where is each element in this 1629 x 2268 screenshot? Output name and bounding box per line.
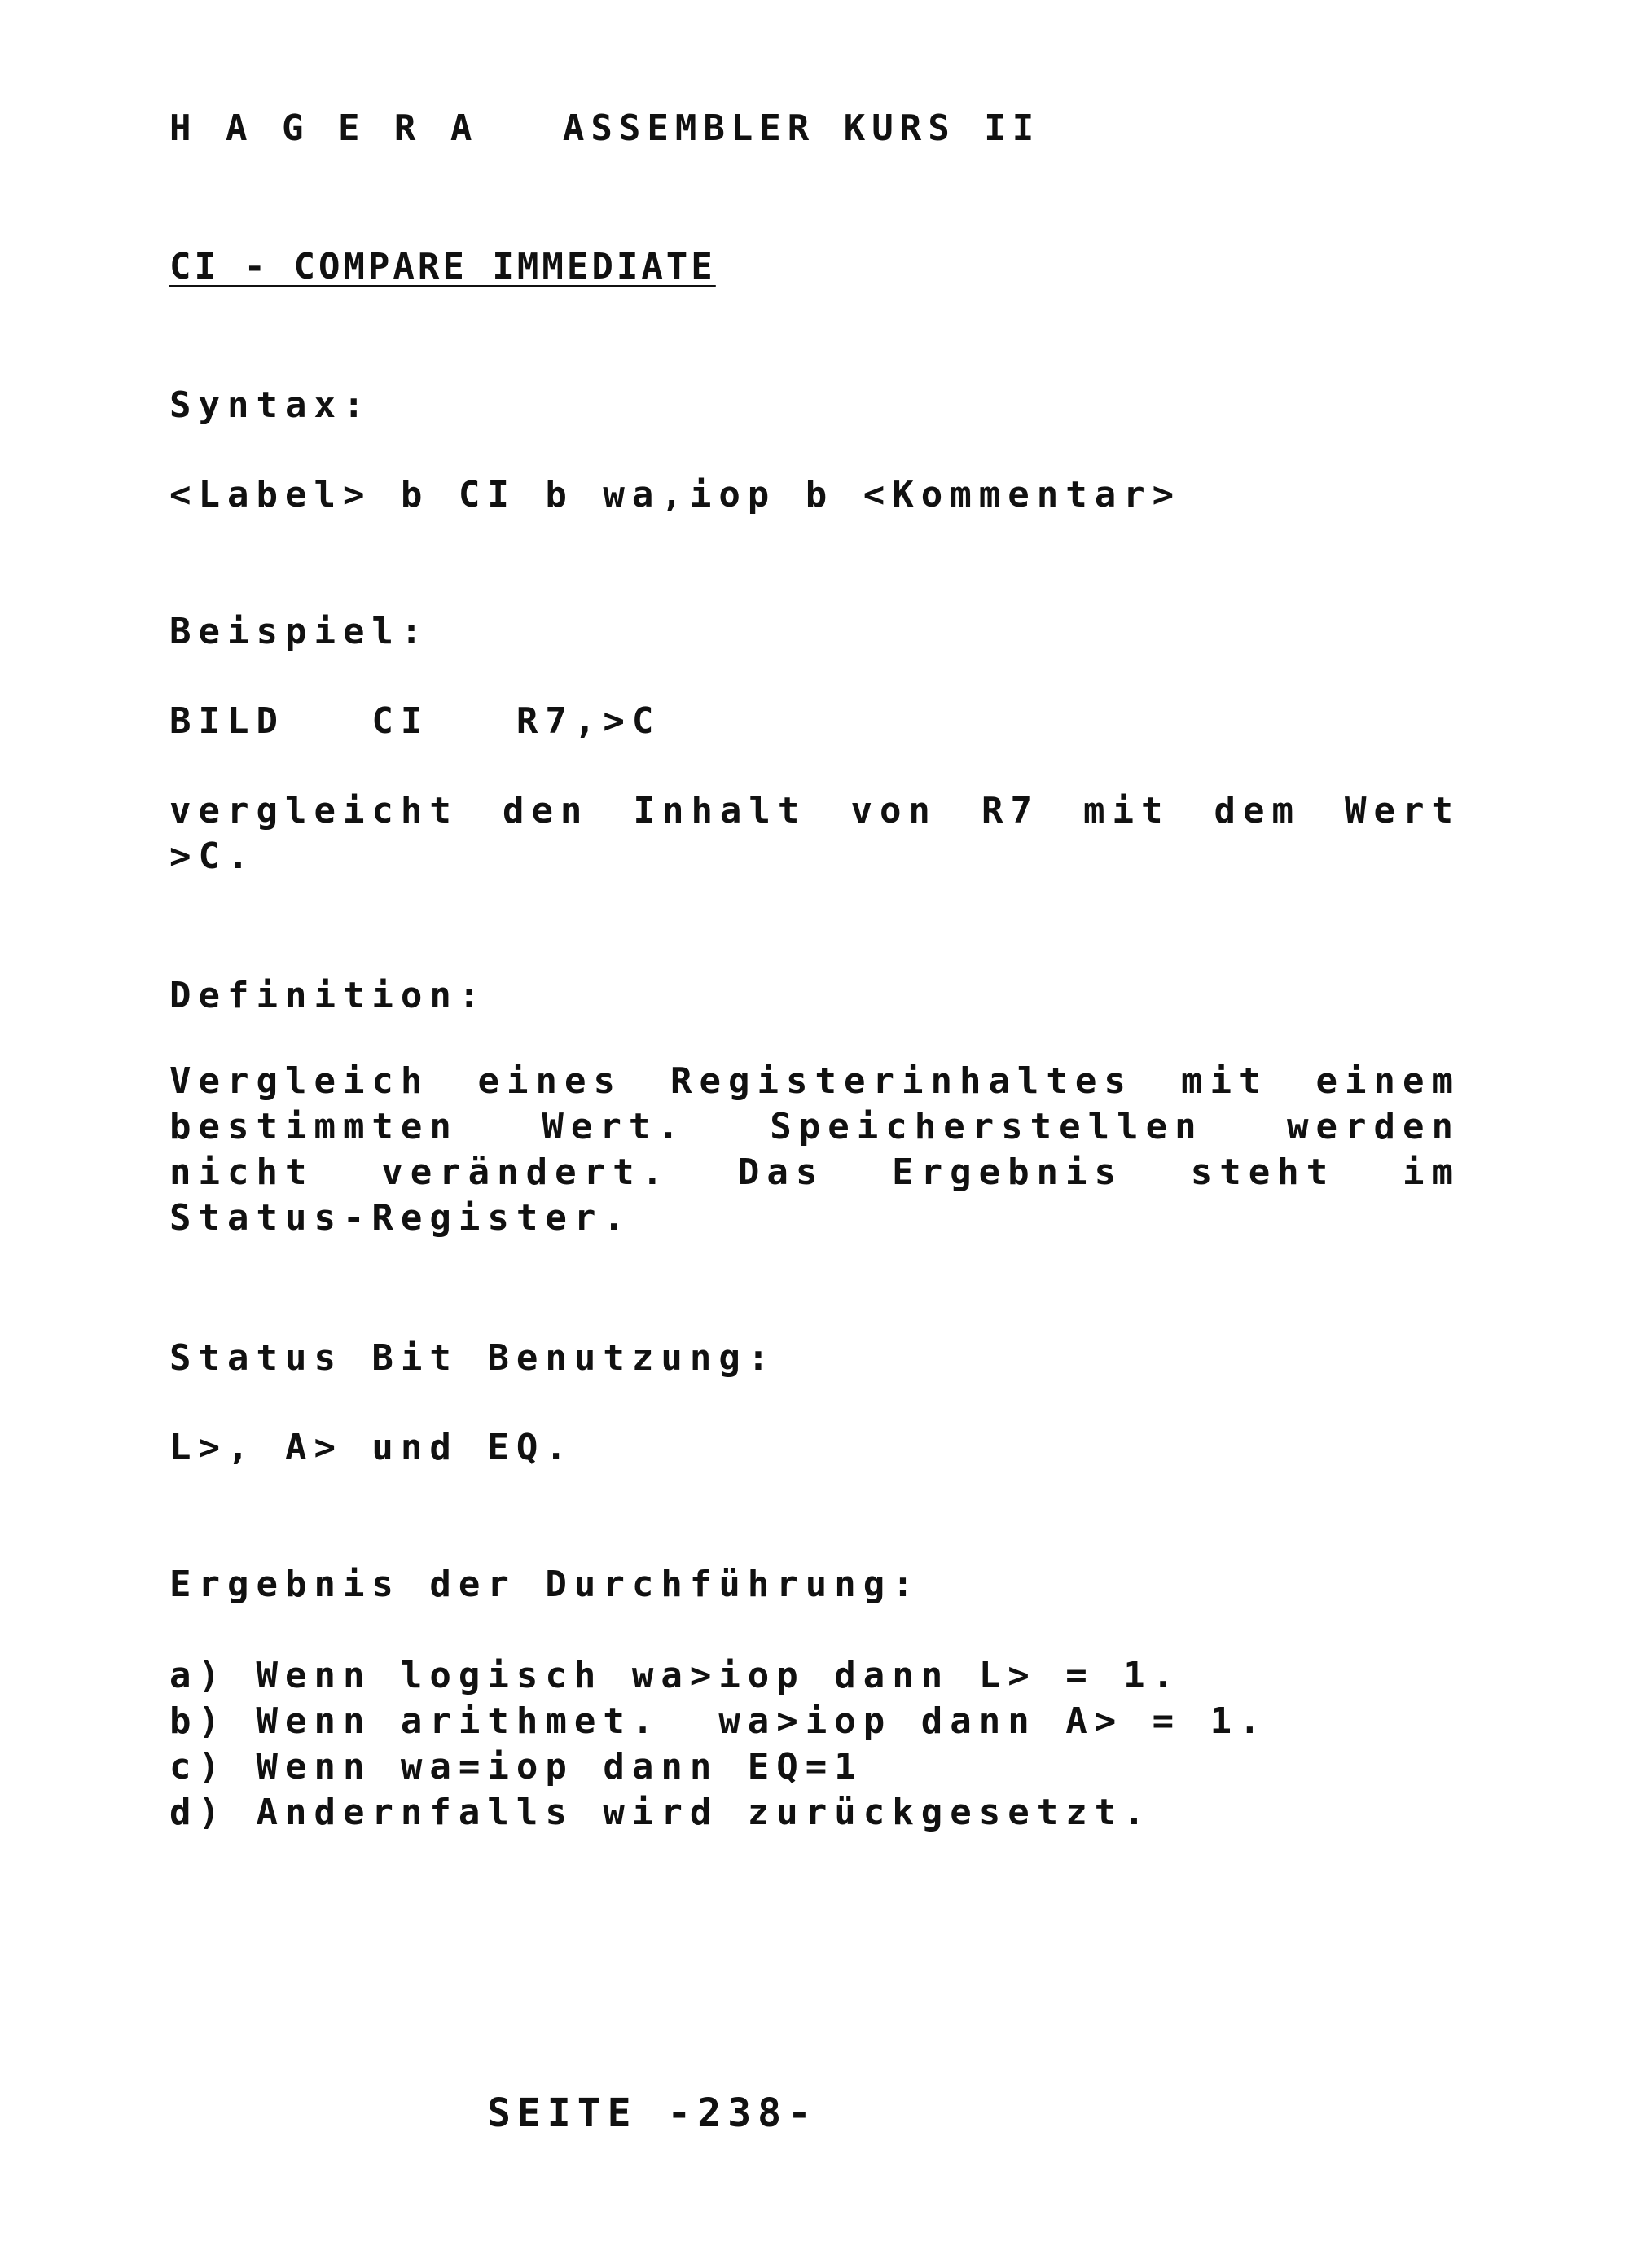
status-bits-text: L>, A> und EQ. bbox=[169, 1427, 574, 1468]
page-number: SEITE -238- bbox=[487, 2090, 818, 2136]
syntax-line: <Label> b CI b wa,iop b <Kommentar> bbox=[169, 474, 1182, 515]
syntax-heading: Syntax: bbox=[169, 384, 372, 426]
document-header: H A G E R A ASSEMBLER KURS II bbox=[169, 107, 1041, 149]
definition-text: Vergleich eines Registerinhaltes mit einem bestimmten Wert. Speicherstellen werden nicht verändert. Das Ergebnis steht im Status-Register. bbox=[169, 1060, 1460, 1239]
section-title: CI - COMPARE IMMEDIATE bbox=[169, 246, 716, 287]
result-item-a: a) Wenn logisch wa>iop dann L> = 1. bbox=[169, 1655, 1182, 1696]
result-heading: Ergebnis der Durchführung: bbox=[169, 1564, 921, 1605]
definition-heading: Definition: bbox=[169, 975, 488, 1016]
example-heading: Beispiel: bbox=[169, 611, 430, 652]
result-item-c: c) Wenn wa=iop dann EQ=1 bbox=[169, 1746, 863, 1788]
result-item-b: b) Wenn arithmet. wa>iop dann A> = 1. bbox=[169, 1700, 1268, 1742]
result-item-d: d) Andernfalls wird zurückgesetzt. bbox=[169, 1792, 1153, 1833]
status-bits-heading: Status Bit Benutzung: bbox=[169, 1337, 777, 1379]
example-code: BILD CI R7,>C bbox=[169, 700, 661, 742]
example-description: vergleicht den Inhalt von R7 mit dem Wert >C. bbox=[169, 790, 1460, 877]
result-list bbox=[169, 1653, 1268, 1836]
